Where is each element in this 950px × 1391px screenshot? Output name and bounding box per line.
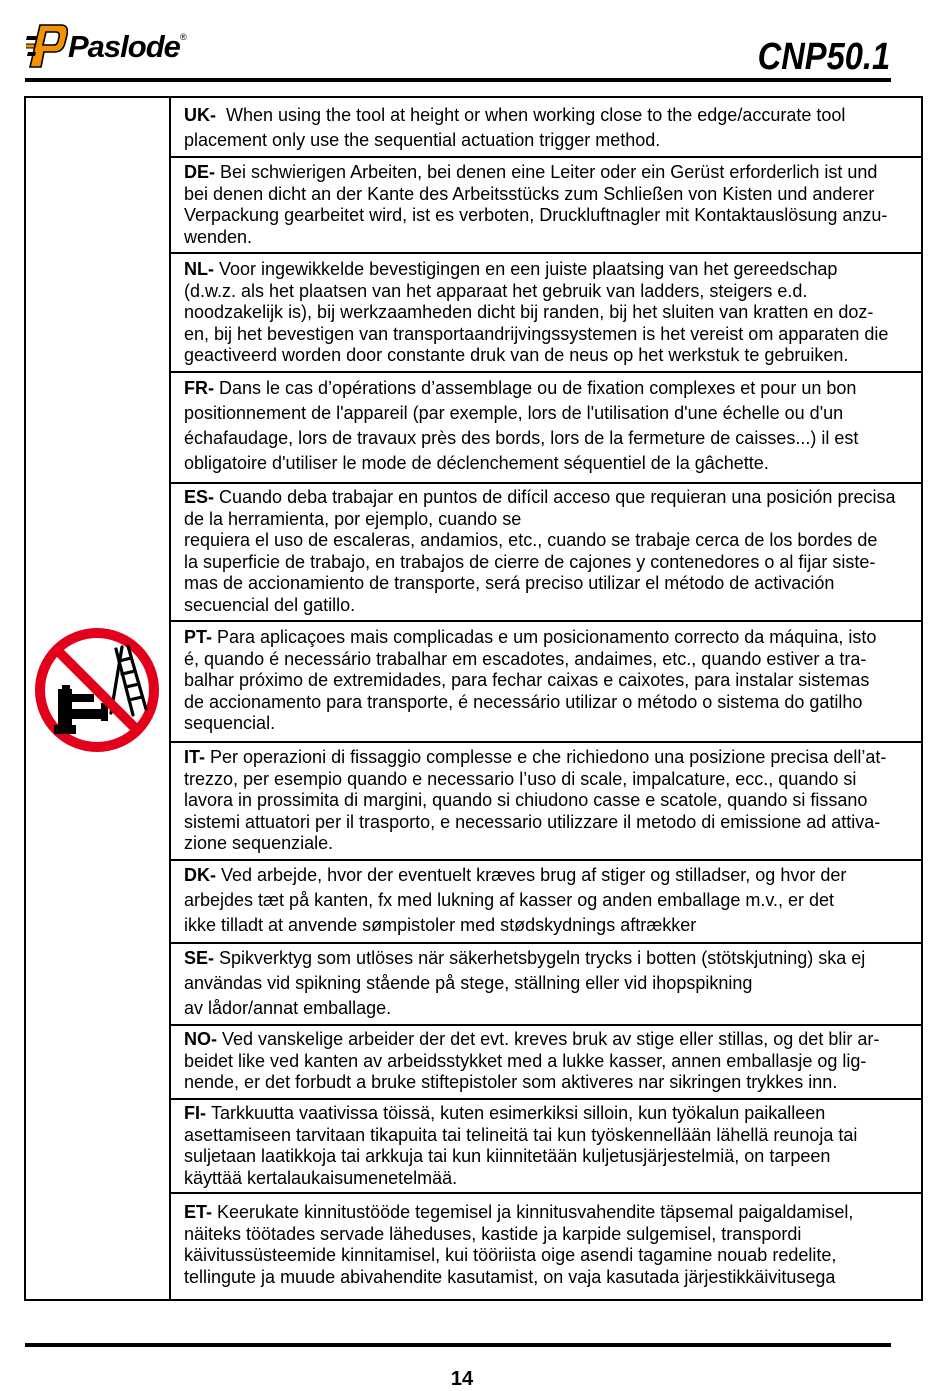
warning-rows (171, 98, 921, 1299)
language-code: DE- (184, 162, 215, 182)
warning-text-line: placement only use the sequential actuation trigger method. (184, 130, 661, 150)
warning-text-line: (d.w.z. als het plaatsen van het apparaat het gebruik van ladders, steigers e.d. (184, 280, 808, 301)
warning-text-line (184, 863, 921, 888)
warning-row-es (171, 484, 921, 622)
warning-text-line: balhar próximo de extremidades, para fechar caixas e caixotes, para instalar sistemas (184, 670, 870, 690)
warning-text-line: sequencial. (184, 713, 276, 733)
header-divider (25, 78, 891, 82)
warning-text-line: geactiveerd worden door constante druk van de neus op het werkstuk te gebruiken. (184, 345, 849, 365)
warning-text-line (184, 1103, 921, 1125)
warning-text-line: beidet like ved kanten av arbeidsstykket med a lukke kasser, annen emballasje og lig- (184, 1050, 867, 1071)
warning-text-line: mas de accionamiento de transporte, será preciso utilizar el método de activación (184, 573, 835, 593)
warning-text-line (184, 1029, 921, 1051)
warning-text-line: positionnement de l'appareil (par exemple, lors de l'utilisation d'une échelle ou d'un (184, 403, 844, 423)
language-code: NO- (184, 1029, 217, 1049)
warning-row-fr (171, 373, 921, 484)
warning-text-line: en, bij het bevestigen van transportaandrijvingssystemen is het vereist om apparaten die (184, 323, 889, 344)
warning-text-line: näiteks töötades servade läheduses, kastide ja karpide sulgemisel, transpordi (184, 1223, 802, 1244)
warning-text-line: suljetaan laatikkoja tai arkkuja tai kun kiinnitetään kuljetusjärjestelmiä, on tarpeen (184, 1146, 831, 1166)
prohibition-sign-icon (32, 625, 162, 755)
language-code: NL- (184, 259, 214, 279)
warning-text: Tarkkuutta vaativissa töissä, kuten esimerkiksi silloin, kun työkalun paikalleen (211, 1103, 826, 1123)
warning-text: Dans le cas d’opérations d’assemblage ou de fixation complexes et pour un bon (219, 378, 857, 398)
warning-text: Keerukate kinnitustööde tegemisel ja kinnitusvahendite täpsemal paigaldamisel, (217, 1202, 854, 1222)
warning-text-line: användas vid spikning stående på stege, ställning eller vid ihopspikning (184, 973, 753, 993)
warning-text-line: nende, er det forbudt a bruke stiftepistoler som aktiveres nar sikringen trykkes inn. (184, 1072, 838, 1092)
warning-row-nl (171, 254, 921, 373)
warning-text: Bei schwierigen Arbeiten, bei denen eine Leiter oder ein Gerüst erforderlich ist und (220, 162, 878, 182)
warning-row-pt (171, 622, 921, 743)
symbol-column (26, 98, 171, 1299)
warning-text-line (184, 1202, 921, 1224)
warning-text-line: requiera el uso de escaleras, andamios, etc., cuando se trabaje cerca de los bordes de (184, 530, 878, 550)
warning-text: Para aplicaçoes mais complicadas e um posicionamento correcto da máquina, isto (217, 627, 877, 647)
registered-mark: ® (180, 32, 187, 42)
page-number: 14 (450, 1368, 474, 1390)
warning-text-line: bei denen dicht an der Kante des Arbeitsstücks zum Schließen von Kisten und anderer (184, 183, 875, 204)
warning-row-se (171, 944, 921, 1026)
language-code: UK- (184, 105, 216, 125)
warning-text-line: échafaudage, lors de travaux près des bords, lors de la fermeture de caisses...) il est (184, 428, 859, 448)
warning-text-line: de accionamento para transporte, é necessário utilizar o método o sistema do gatilho (184, 691, 863, 712)
warning-text-line: zione sequenziale. (184, 833, 334, 853)
warning-text-line: ikke tilladt at anvende sømpistoler med stødskydnings aftrækker (184, 915, 697, 935)
warning-text-line: lavora in prossimita di margini, quando si chiudono casse e scatole, quando si fissano (184, 790, 868, 810)
warning-row-fi (171, 1100, 921, 1194)
warning-text-line (184, 747, 921, 769)
warning-text-line: tellingute ja muude abivahendite kasutamist, on vaja kasutada järjestikkäivitusega (184, 1266, 836, 1287)
warning-text-line (184, 627, 921, 649)
warning-text-line: trezzo, per esempio quando e necessario l’uso di scale, impalcature, ecc., quando si (184, 768, 857, 789)
language-code: FI- (184, 1103, 206, 1123)
brand-name: Paslode (68, 29, 180, 64)
warning-text-line (184, 259, 921, 281)
warning-text-line (184, 162, 921, 184)
warning-text-line (184, 946, 921, 971)
warning-row-uk (171, 98, 921, 158)
warning-table (24, 96, 923, 1301)
warning-text-line (184, 103, 921, 128)
warning-text-line: de la herramienta, por ejemplo, cuando se (184, 508, 522, 529)
warning-text-line: obligatoire d'utiliser le mode de déclenchement séquentiel de la gâchette. (184, 453, 769, 473)
warning-text-line: wenden. (184, 226, 253, 247)
warning-text-line: la superficie de trabajo, en trabajos de cierre de cajones y contenedores o al fijar siste- (184, 551, 876, 572)
paslode-p-icon (26, 22, 68, 70)
warning-row-et (171, 1194, 921, 1299)
warning-text-line: käyttää kertalaukaisumenetelmää. (184, 1167, 458, 1188)
warning-text: Ved vanskelige arbeider der det evt. kreves bruk av stige eller stillas, og det blir ar- (222, 1029, 880, 1049)
warning-text-line: arbejdes tæt på kanten, fx med lukning af kasser og anden emballage m.v., er det (184, 890, 835, 910)
warning-text-line: av lådor/annat emballage. (184, 998, 392, 1018)
warning-text-line: käivitussüsteemide kinnitamisel, kui tööriista oige asendi tagamine nouab redelite, (184, 1245, 837, 1265)
warning-text-line (184, 376, 921, 401)
warning-text-line: é, quando é necessário trabalhar em escadotes, andaimes, etc., quando estiver a tra- (184, 648, 867, 669)
warning-text: Ved arbejde, hvor der eventuelt kræves brug af stiger og stilladser, og hvor der (221, 865, 847, 885)
language-code: PT- (184, 627, 213, 647)
warning-row-no (171, 1026, 921, 1100)
warning-text-line: noodzakelijk is), bij werkzaamheden dicht bij randen, bij het sluiten van kratten en doz- (184, 302, 874, 322)
warning-row-it (171, 743, 921, 861)
warning-text: Voor ingewikkelde bevestigingen en een juiste plaatsing van het gereedschap (219, 259, 838, 279)
warning-text-line: secuencial del gatillo. (184, 594, 356, 615)
warning-text-line: Verpackung gearbeitet wird, ist es verboten, Druckluftnagler mit Kontaktauslösung anzu- (184, 205, 888, 225)
language-code: ES- (184, 487, 215, 507)
warning-text: Per operazioni di fissaggio complesse e che richiedono una posizione precisa dell’at- (210, 747, 887, 767)
model-number: CNP50.1 (757, 36, 890, 78)
warning-text-line: asettamiseen tarvitaan tikapuita tai telineitä tai kun työskennellään lähellä reunoja tai (184, 1124, 858, 1145)
brand-logo (26, 20, 196, 74)
warning-text: Cuando deba trabajar en puntos de difícil acceso que requieran una posición precisa (219, 487, 896, 507)
warning-row-de (171, 158, 921, 254)
warning-text-line (184, 487, 921, 509)
footer-divider (25, 1343, 891, 1347)
language-code: SE- (184, 948, 215, 968)
language-code: IT- (184, 747, 205, 767)
warning-text: When using the tool at height or when working close to the edge/accurate tool (226, 105, 846, 125)
warning-text-line: sistemi attuatori per il trasporto, e necessario utilizzare il metodo di emissione ad attiva- (184, 811, 881, 832)
language-code: FR- (184, 378, 214, 398)
language-code: ET- (184, 1202, 213, 1222)
warning-row-dk (171, 861, 921, 944)
warning-text: Spikverktyg som utlöses när säkerhetsbygeln trycks i botten (stötskjutning) ska ej (219, 948, 866, 968)
language-code: DK- (184, 865, 216, 885)
